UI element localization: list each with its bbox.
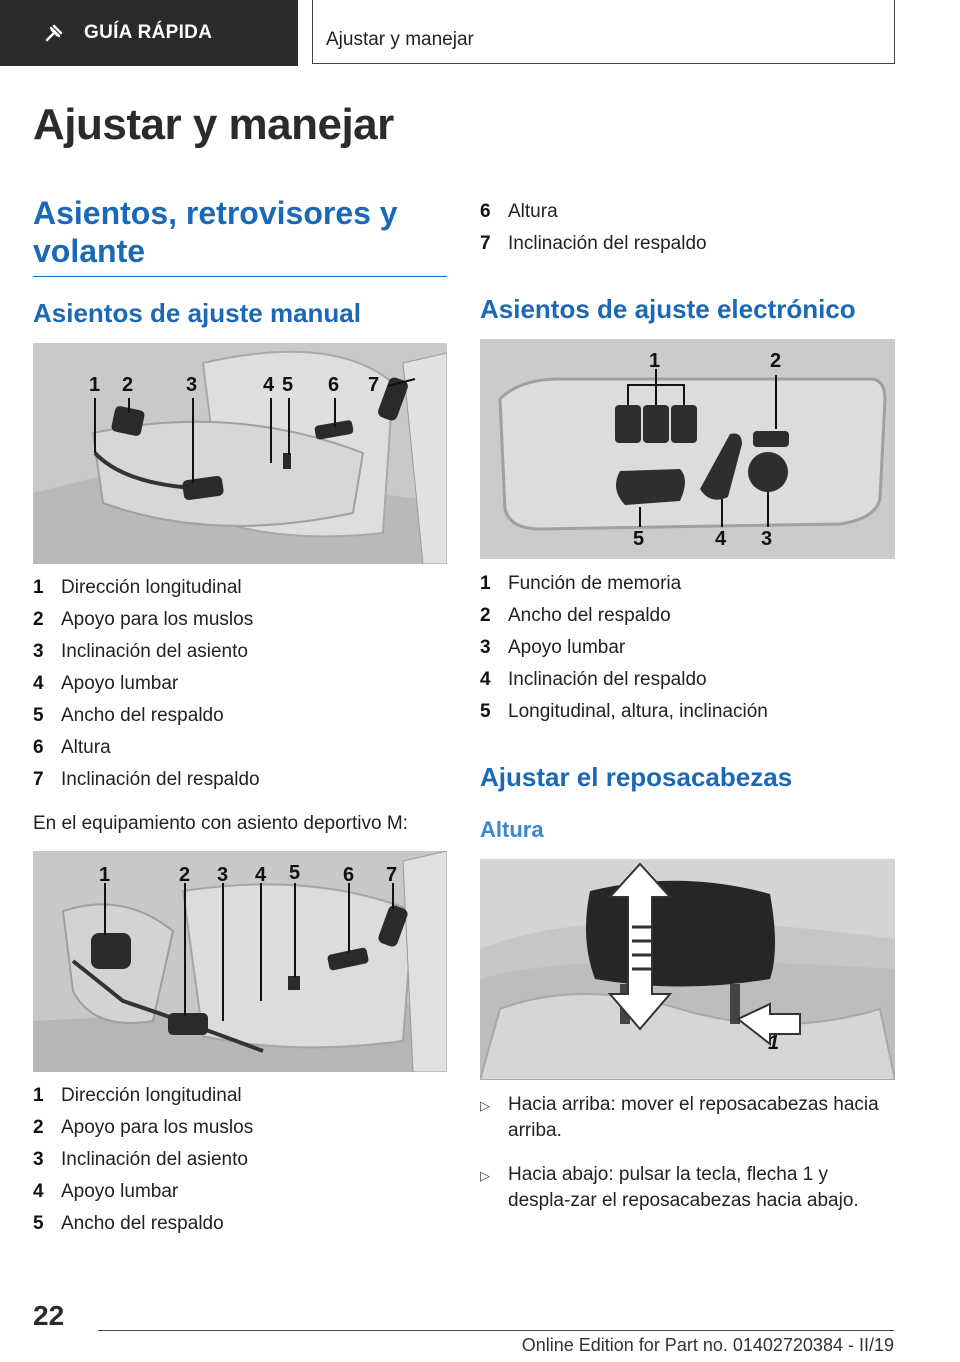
- list-item: 2 Ancho del respaldo: [480, 605, 671, 626]
- list-item: 7 Inclinación del respaldo: [480, 233, 707, 254]
- figure-number: 5: [282, 374, 294, 396]
- figure-number: 5: [289, 862, 301, 884]
- triangle-bullet-icon: ▷: [480, 1168, 490, 1183]
- list-item: 5 Ancho del respaldo: [33, 1213, 224, 1234]
- page-number: 22: [33, 1300, 65, 1331]
- page-title: Ajustar y manejar: [33, 100, 394, 149]
- section-header: [312, 0, 895, 64]
- list-item: 2 Apoyo para los muslos: [33, 609, 254, 630]
- electric-seat-figure: [480, 339, 895, 559]
- list-item: 3 Inclinación del asiento: [33, 641, 248, 662]
- triangle-bullet-icon: ▷: [480, 1098, 490, 1113]
- sport-seat-legend-continued: [480, 196, 707, 260]
- sport-seat-legend: [33, 1080, 253, 1240]
- figure-number: 2: [770, 350, 782, 372]
- manual-seat-legend: [33, 572, 260, 796]
- sport-seat-intro: En el equipamiento con asiento deportivo M:: [33, 813, 408, 834]
- list-item: 1 Dirección longitudinal: [33, 1085, 242, 1106]
- figure-number: 7: [368, 374, 380, 396]
- figure-number: 3: [217, 864, 229, 886]
- list-item: 6 Altura: [33, 737, 111, 758]
- figure-number: 5: [633, 528, 645, 550]
- figure-number: 1: [99, 864, 111, 886]
- manual-seats-heading: Asientos de ajuste manual: [33, 298, 361, 328]
- footer-text: Online Edition for Part no. 01402720384 - II/19: [521, 1335, 894, 1355]
- figure-number: 4: [263, 374, 275, 396]
- figure-number: 6: [343, 864, 355, 886]
- footer-divider: [98, 1330, 894, 1331]
- list-item: 1 Dirección longitudinal: [33, 577, 242, 598]
- figure-number: 3: [761, 528, 773, 550]
- section-title: Asientos, retrovisores y volante: [33, 194, 447, 277]
- list-item: 6 Altura: [480, 201, 558, 222]
- list-item: ▷ Hacia abajo: pulsar la tecla, flecha 1 y despla‐zar el reposacabezas hacia abajo.: [480, 1162, 880, 1214]
- section-header-label: Ajustar y manejar: [326, 29, 474, 50]
- sport-seat-figure: [33, 851, 447, 1072]
- list-item: 5 Ancho del respaldo: [33, 705, 224, 726]
- list-item: 4 Apoyo lumbar: [33, 1181, 179, 1202]
- electric-seats-heading: Asientos de ajuste electrónico: [480, 294, 856, 324]
- figure-number: 1: [768, 1032, 780, 1054]
- figure-number: 3: [186, 374, 198, 396]
- figure-number: 1: [649, 350, 661, 372]
- figure-number: 2: [122, 374, 134, 396]
- manual-seat-figure: [33, 343, 447, 564]
- list-item: 7 Inclinación del respaldo: [33, 769, 260, 790]
- headrest-figure: [480, 859, 895, 1080]
- headrest-heading: Ajustar el reposacabezas: [480, 762, 793, 792]
- list-item: 4 Apoyo lumbar: [33, 673, 179, 694]
- list-item: 5 Longitudinal, altura, inclinación: [480, 701, 768, 722]
- figure-number: 4: [255, 864, 267, 886]
- figure-number: 4: [715, 528, 727, 550]
- quick-guide-label: GUÍA RÁPIDA: [84, 22, 213, 43]
- pin-icon: [44, 23, 64, 43]
- quick-guide-tab[interactable]: [0, 0, 298, 66]
- figure-number: 7: [386, 864, 398, 886]
- list-item: 2 Apoyo para los muslos: [33, 1117, 254, 1138]
- headrest-subheading: Altura: [480, 817, 544, 842]
- headrest-instructions: [480, 1092, 880, 1232]
- list-item: 3 Apoyo lumbar: [480, 637, 626, 658]
- list-item: ▷ Hacia arriba: mover el reposacabezas hacia arriba.: [480, 1092, 880, 1144]
- list-item: 1 Función de memoria: [480, 573, 682, 594]
- list-item: 4 Inclinación del respaldo: [480, 669, 707, 690]
- electric-seat-legend: [480, 568, 768, 728]
- figure-number: 6: [328, 374, 340, 396]
- figure-number: 1: [89, 374, 101, 396]
- figure-number: 2: [179, 864, 191, 886]
- list-item: 3 Inclinación del asiento: [33, 1149, 248, 1170]
